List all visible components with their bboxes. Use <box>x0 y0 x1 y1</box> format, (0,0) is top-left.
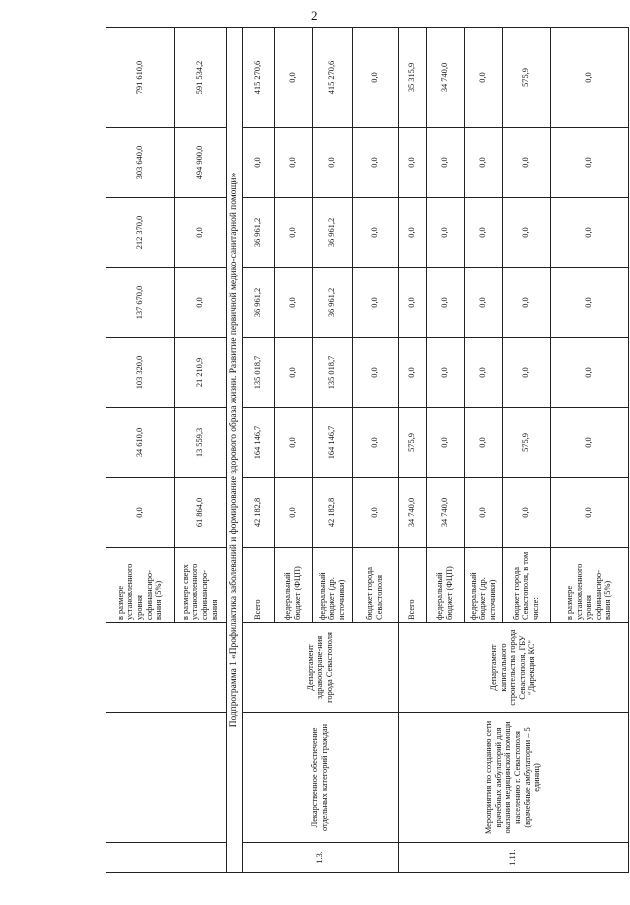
total-cell: 34 740,0 <box>426 28 464 128</box>
funding-source-label: федеральный бюджет (др. источники) <box>312 548 352 623</box>
value-cell: 34 740,0 <box>426 478 464 548</box>
value-cell: 164 146,7 <box>242 408 274 478</box>
value-cell: 36 961,2 <box>312 198 352 268</box>
item-name: Лекарственное обеспечение отдельных категорий граждан <box>242 713 398 843</box>
name-cell-empty <box>106 713 226 843</box>
value-cell: 164 146,7 <box>312 408 352 478</box>
value-cell: 0,0 <box>398 198 426 268</box>
value-cell: 0,0 <box>274 338 312 408</box>
value-cell: 13 559,3 <box>174 408 226 478</box>
total-cell: 575,9 <box>502 28 550 128</box>
funding-table-rotated <box>106 28 616 873</box>
value-cell: 575,9 <box>502 408 550 478</box>
value-cell: 0,0 <box>398 338 426 408</box>
value-cell: 0,0 <box>352 268 398 338</box>
funding-source-label: федеральный бюджет (др. источники) <box>464 548 502 623</box>
value-cell: 575,9 <box>398 408 426 478</box>
value-cell: 0,0 <box>274 408 312 478</box>
total-cell: 35 315,9 <box>398 28 426 128</box>
value-cell: 0,0 <box>464 338 502 408</box>
value-cell: 0,0 <box>352 408 398 478</box>
item-executor: Департамент здравоохране-ния города Севастополя <box>242 623 398 713</box>
funding-source-label: в размере установленного уровня софинансиро-вания (5%) <box>106 548 174 623</box>
value-cell: 0,0 <box>550 198 628 268</box>
funding-source-label: федеральный бюджет (ФЦП) <box>274 548 312 623</box>
subprogram-row <box>226 28 242 873</box>
funding-source-label: бюджет города Севастополя, в том числе: <box>502 548 550 623</box>
funding-source-label: Всего <box>398 548 426 623</box>
num-cell-empty <box>106 843 226 873</box>
total-cell: 0,0 <box>352 28 398 128</box>
value-cell: 494 900,0 <box>174 128 226 198</box>
value-cell: 0,0 <box>106 478 174 548</box>
value-cell: 0,0 <box>426 198 464 268</box>
value-cell: 0,0 <box>274 198 312 268</box>
funding-source-label: в размере сверх установленного софинансиро-вания <box>174 548 226 623</box>
item-number: 1.3. <box>242 843 398 873</box>
value-cell: 36 961,2 <box>242 268 274 338</box>
value-cell: 0,0 <box>426 128 464 198</box>
value-cell: 0,0 <box>502 268 550 338</box>
table-row <box>242 28 274 873</box>
value-cell: 135 018,7 <box>312 338 352 408</box>
item-name: Мероприятия по созданию сети врачебных амбулаторий для оказания медицинской помощи населению г. Севастополя (врачебные амбулатории – 5 единиц) <box>398 713 628 843</box>
item-number: 1.11. <box>398 843 628 873</box>
value-cell: 0,0 <box>398 268 426 338</box>
value-cell: 0,0 <box>352 128 398 198</box>
value-cell: 0,0 <box>502 478 550 548</box>
value-cell: 36 961,2 <box>312 268 352 338</box>
value-cell: 0,0 <box>426 338 464 408</box>
total-cell: 591 534,2 <box>174 28 226 128</box>
value-cell: 0,0 <box>426 408 464 478</box>
value-cell: 0,0 <box>464 478 502 548</box>
value-cell: 303 640,0 <box>106 128 174 198</box>
subprogram-title: Подпрограмма 1 «Профилактика заболеваний и формирование здорового образа жизни. Развитие первичной медико-санитарной помощи» <box>226 28 242 873</box>
value-cell: 0,0 <box>550 478 628 548</box>
funding-source-label: в размере установленного уровня софинансиро-вания (5%) <box>550 548 628 623</box>
value-cell: 0,0 <box>464 128 502 198</box>
value-cell: 42 182,8 <box>312 478 352 548</box>
value-cell: 0,0 <box>550 128 628 198</box>
total-cell: 415 270,6 <box>242 28 274 128</box>
funding-source-label: бюджет города Севастополя <box>352 548 398 623</box>
total-cell: 0,0 <box>274 28 312 128</box>
value-cell: 0,0 <box>312 128 352 198</box>
value-cell: 0,0 <box>352 198 398 268</box>
value-cell: 0,0 <box>426 268 464 338</box>
total-cell: 0,0 <box>464 28 502 128</box>
value-cell: 0,0 <box>274 128 312 198</box>
value-cell: 0,0 <box>550 338 628 408</box>
value-cell: 135 018,7 <box>242 338 274 408</box>
value-cell: 0,0 <box>352 338 398 408</box>
value-cell: 0,0 <box>502 338 550 408</box>
value-cell: 0,0 <box>274 268 312 338</box>
value-cell: 0,0 <box>174 198 226 268</box>
item-executor: Департамент капитального строительства города Севастополя, ГБУ "Дирекция КС" <box>398 623 628 713</box>
value-cell: 0,0 <box>464 268 502 338</box>
value-cell: 0,0 <box>550 408 628 478</box>
funding-source-label: федеральный бюджет (ФЦП) <box>426 548 464 623</box>
value-cell: 212 370,0 <box>106 198 174 268</box>
value-cell: 0,0 <box>502 198 550 268</box>
value-cell: 0,0 <box>242 128 274 198</box>
total-cell: 0,0 <box>550 28 628 128</box>
value-cell: 42 182,8 <box>242 478 274 548</box>
funding-source-label: Всего <box>242 548 274 623</box>
value-cell: 0,0 <box>274 478 312 548</box>
value-cell: 137 670,0 <box>106 268 174 338</box>
value-cell: 0,0 <box>464 408 502 478</box>
value-cell: 36 961,2 <box>242 198 274 268</box>
value-cell: 0,0 <box>502 128 550 198</box>
executor-cell-empty <box>106 623 226 713</box>
value-cell: 34 740,0 <box>398 478 426 548</box>
page-number: 2 <box>311 8 318 23</box>
value-cell: 34 610,0 <box>106 408 174 478</box>
table-row <box>398 28 426 873</box>
total-cell: 791 610,0 <box>106 28 174 128</box>
value-cell: 103 320,0 <box>106 338 174 408</box>
funding-table <box>106 27 629 873</box>
value-cell: 0,0 <box>352 478 398 548</box>
top-row <box>106 28 174 873</box>
value-cell: 0,0 <box>464 198 502 268</box>
value-cell: 61 864,0 <box>174 478 226 548</box>
value-cell: 0,0 <box>398 128 426 198</box>
total-cell: 415 270,6 <box>312 28 352 128</box>
value-cell: 21 210,9 <box>174 338 226 408</box>
value-cell: 0,0 <box>174 268 226 338</box>
value-cell: 0,0 <box>550 268 628 338</box>
